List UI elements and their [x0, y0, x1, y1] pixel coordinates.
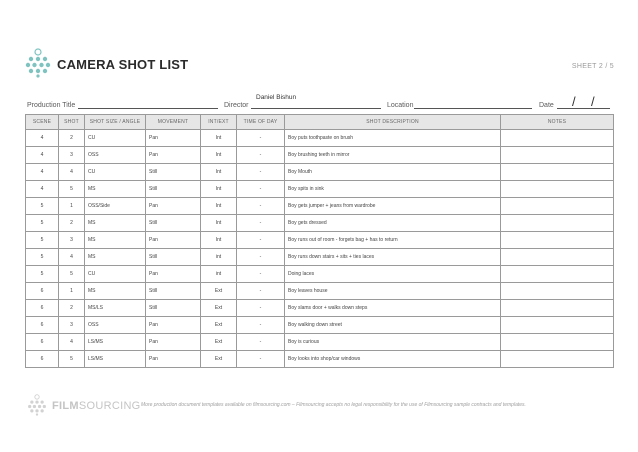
table-cell[interactable]: 1: [59, 198, 85, 215]
table-cell[interactable]: 4: [26, 164, 59, 181]
table-cell[interactable]: MS: [85, 215, 146, 232]
table-row: [26, 351, 614, 368]
table-cell[interactable]: OSS/Side: [85, 198, 146, 215]
table-cell[interactable]: Ext: [201, 351, 237, 368]
table-cell[interactable]: Still: [146, 283, 201, 300]
table-cell[interactable]: Boy slams door + walks down steps: [285, 300, 501, 317]
table-cell[interactable]: -: [237, 283, 285, 300]
table-cell[interactable]: Pan: [146, 317, 201, 334]
table-cell[interactable]: Boy gets dressed: [285, 215, 501, 232]
table-row: [26, 147, 614, 164]
shot-list-table: [25, 114, 614, 368]
column-header: MOVEMENT: [146, 115, 201, 130]
director-value: Daniel Bishun: [256, 94, 297, 101]
column-header: SHOT SIZE / ANGLE: [85, 115, 146, 130]
table-cell[interactable]: -: [237, 317, 285, 334]
table-cell[interactable]: Ext: [201, 317, 237, 334]
table-cell[interactable]: -: [237, 198, 285, 215]
table-cell[interactable]: 5: [26, 215, 59, 232]
table-cell[interactable]: -: [237, 266, 285, 283]
table-cell[interactable]: Ext: [201, 300, 237, 317]
footer-brand: [52, 400, 141, 412]
table-cell[interactable]: [501, 317, 614, 334]
table-cell[interactable]: [501, 266, 614, 283]
director-field[interactable]: [251, 107, 381, 109]
table-row: [26, 198, 614, 215]
table-cell[interactable]: -: [237, 300, 285, 317]
table-cell[interactable]: 2: [59, 300, 85, 317]
table-cell[interactable]: Boy gets jumper + jeans from wardrobe: [285, 198, 501, 215]
table-cell[interactable]: [501, 147, 614, 164]
table-cell[interactable]: int: [201, 266, 237, 283]
table-cell[interactable]: Ext: [201, 334, 237, 351]
table-cell[interactable]: MS/LS: [85, 300, 146, 317]
table-cell[interactable]: Boy spits in sink: [285, 181, 501, 198]
table-row: [26, 164, 614, 181]
table-cell[interactable]: CU: [85, 164, 146, 181]
table-cell[interactable]: Boy looks into shop/car windows: [285, 351, 501, 368]
table-cell[interactable]: Boy puts toothpaste on brush: [285, 130, 501, 147]
table-row: [26, 300, 614, 317]
table-row: [26, 181, 614, 198]
page-title: CAMERA SHOT LIST: [57, 57, 189, 72]
table-cell[interactable]: -: [237, 334, 285, 351]
table-row: [26, 215, 614, 232]
table-cell[interactable]: 5: [59, 351, 85, 368]
table-cell[interactable]: Doing laces: [285, 266, 501, 283]
filmsourcing-footer-logo-icon: [27, 394, 47, 416]
table-cell[interactable]: Pan: [146, 232, 201, 249]
table-cell[interactable]: 3: [59, 147, 85, 164]
table-cell[interactable]: 6: [26, 283, 59, 300]
filmsourcing-logo-icon: [25, 48, 51, 78]
table-cell[interactable]: Still: [146, 164, 201, 181]
table-cell[interactable]: CU: [85, 130, 146, 147]
table-row: [26, 266, 614, 283]
table-cell[interactable]: -: [237, 232, 285, 249]
table-body: [26, 130, 614, 368]
table-cell[interactable]: Int: [201, 198, 237, 215]
table-cell[interactable]: 5: [26, 198, 59, 215]
table-cell[interactable]: [501, 130, 614, 147]
table-cell[interactable]: Boy leaves house: [285, 283, 501, 300]
table-cell[interactable]: 6: [26, 300, 59, 317]
table-cell[interactable]: 4: [26, 130, 59, 147]
column-header: NOTES: [501, 115, 614, 130]
table-cell[interactable]: Int: [201, 181, 237, 198]
table-cell[interactable]: Boy runs down stairs + sits + ties laces: [285, 249, 501, 266]
table-cell[interactable]: 6: [26, 351, 59, 368]
table-cell[interactable]: 5: [26, 266, 59, 283]
table-cell[interactable]: Boy is curious: [285, 334, 501, 351]
footer-brand-bold: FILM: [52, 400, 79, 412]
table-cell[interactable]: Still: [146, 249, 201, 266]
table-row: [26, 283, 614, 300]
date-separator: /: [591, 94, 595, 109]
table-cell[interactable]: -: [237, 164, 285, 181]
table-cell[interactable]: LS/MS: [85, 334, 146, 351]
column-header: SHOT DESCRIPTION: [285, 115, 501, 130]
table-cell[interactable]: [501, 198, 614, 215]
table-header-row: [26, 115, 614, 130]
sheet-number: SHEET 2 / 5: [571, 63, 614, 70]
table-cell[interactable]: Boy walking down street: [285, 317, 501, 334]
table-cell[interactable]: 2: [59, 215, 85, 232]
table-cell[interactable]: Pan: [146, 334, 201, 351]
table-cell[interactable]: int: [201, 249, 237, 266]
table-row: [26, 232, 614, 249]
table-cell[interactable]: Pan: [146, 351, 201, 368]
table-cell[interactable]: Boy brushing teeth in mirror: [285, 147, 501, 164]
table-cell[interactable]: 1: [59, 283, 85, 300]
table-cell[interactable]: 6: [26, 317, 59, 334]
table-cell[interactable]: Still: [146, 300, 201, 317]
table-cell[interactable]: Still: [146, 215, 201, 232]
table-cell[interactable]: 5: [26, 232, 59, 249]
column-header: TIME OF DAY: [237, 115, 285, 130]
table-cell[interactable]: Int: [201, 147, 237, 164]
table-cell[interactable]: 4: [59, 334, 85, 351]
table-cell[interactable]: 4: [59, 164, 85, 181]
table-cell[interactable]: OSS: [85, 147, 146, 164]
table-cell[interactable]: Pan: [146, 147, 201, 164]
table-cell[interactable]: Pan: [146, 266, 201, 283]
table-cell[interactable]: -: [237, 249, 285, 266]
table-cell[interactable]: [501, 215, 614, 232]
table-cell[interactable]: MS: [85, 232, 146, 249]
table-cell[interactable]: -: [237, 181, 285, 198]
date-separator: /: [572, 94, 576, 109]
table-cell[interactable]: [501, 300, 614, 317]
table-cell[interactable]: 3: [59, 232, 85, 249]
table-cell[interactable]: Pan: [146, 130, 201, 147]
production-title-field[interactable]: [78, 107, 218, 109]
table-cell[interactable]: 5: [26, 249, 59, 266]
production-title-label: Production Title: [27, 102, 76, 109]
table-cell[interactable]: 5: [59, 181, 85, 198]
director-label: Director: [224, 102, 249, 109]
table-row: [26, 130, 614, 147]
table-cell[interactable]: [501, 232, 614, 249]
footer-brand-light: SOURCING: [78, 400, 141, 412]
table-cell[interactable]: CU: [85, 266, 146, 283]
table-cell[interactable]: OSS: [85, 317, 146, 334]
table-cell[interactable]: -: [237, 130, 285, 147]
location-field[interactable]: [414, 107, 532, 109]
table-cell[interactable]: [501, 351, 614, 368]
table-cell[interactable]: MS: [85, 283, 146, 300]
table-cell[interactable]: Int: [201, 130, 237, 147]
footer-disclaimer: More production document templates available on filmsourcing.com – Filmsourcing accepts no legal responsibility for the use of Filmsourcing sample contracts and templates.: [141, 402, 526, 408]
table-cell[interactable]: Pan: [146, 198, 201, 215]
table-cell[interactable]: [501, 164, 614, 181]
location-label: Location: [387, 102, 414, 109]
table-cell[interactable]: Int: [201, 164, 237, 181]
table-cell[interactable]: Boy runs out of room - forgets bag + has to return: [285, 232, 501, 249]
date-field[interactable]: [557, 107, 610, 109]
date-label: Date: [539, 102, 554, 109]
table-cell[interactable]: 3: [59, 317, 85, 334]
column-header: SHOT: [59, 115, 85, 130]
table-cell[interactable]: [501, 283, 614, 300]
table-cell[interactable]: 5: [59, 266, 85, 283]
table-cell[interactable]: [501, 181, 614, 198]
table-cell[interactable]: 4: [26, 147, 59, 164]
table-cell[interactable]: -: [237, 147, 285, 164]
table-cell[interactable]: 2: [59, 130, 85, 147]
table-row: [26, 317, 614, 334]
table-cell[interactable]: Int: [201, 215, 237, 232]
table-cell[interactable]: [501, 249, 614, 266]
table-row: [26, 249, 614, 266]
table-cell[interactable]: Boy Mouth: [285, 164, 501, 181]
table-cell[interactable]: MS: [85, 181, 146, 198]
column-header: INT/EXT: [201, 115, 237, 130]
table-cell[interactable]: -: [237, 351, 285, 368]
table-cell[interactable]: Still: [146, 181, 201, 198]
table-cell[interactable]: [501, 334, 614, 351]
table-row: [26, 334, 614, 351]
table-cell[interactable]: Ext: [201, 283, 237, 300]
table-cell[interactable]: MS: [85, 249, 146, 266]
table-cell[interactable]: Int: [201, 232, 237, 249]
table-cell[interactable]: 6: [26, 334, 59, 351]
table-cell[interactable]: -: [237, 215, 285, 232]
table-cell[interactable]: 4: [26, 181, 59, 198]
column-header: SCENE: [26, 115, 59, 130]
table-cell[interactable]: LS/MS: [85, 351, 146, 368]
table-cell[interactable]: 4: [59, 249, 85, 266]
document-fields: [27, 94, 617, 110]
